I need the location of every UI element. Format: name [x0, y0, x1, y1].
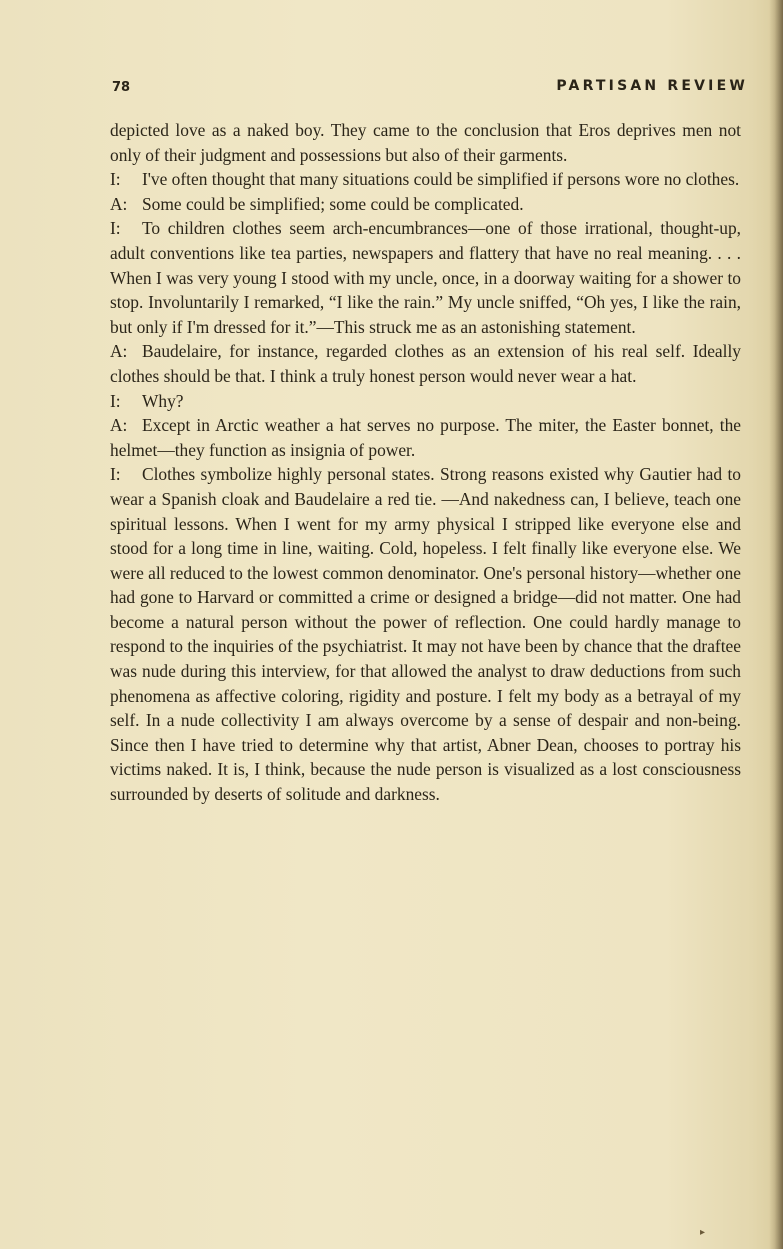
page-edge-shadow — [769, 0, 783, 1249]
paragraph-text: depicted love as a naked boy. They came to the conclusion that Eros deprives men not only of their judgment and possessions but also of their garments. — [110, 120, 741, 165]
paragraph — [110, 192, 741, 217]
paragraph-text: To children clothes seem arch-encumbrances—one of those irrational, thought-up, adult conventions like tea parties, newspapers and flattery that have no real meaning. . . . When I was very young I stood with my uncle, once, in a doorway waiting for a shower to stop. Involuntarily I remarked, “I like the rain.” My uncle sniffed, “Oh yes, I like the rain, but only if I'm dressed for it.”—This struck me as an astonishing statement. — [110, 218, 741, 337]
paragraph — [110, 462, 741, 806]
paragraph-text: Clothes symbolize highly personal states. Strong reasons existed why Gautier had to wear a Spanish cloak and Baudelaire a red tie. —And nakedness can, I believe, teach one spiritual lessons. When I went for my army physical I stripped like everyone else and stood for a long time in line, waiting. Cold, hopeless. I felt finally like everyone else. We were all reduced to the lowest common denominator. One's personal history—whether one had gone to Harvard or committed a crime or designed a bridge—did not matter. One had become a natural person without the power of reflection. One could hardly manage to respond to the inquiries of the psychiatrist. It may not have been by chance that the draftee was nude during this interview, for that allowed the analyst to draw deductions from such phenomena as affective coloring, rigidity and posture. I felt my body as a betrayal of my self. In a nude collectivity I am always overcome by a sense of despair and non-being. Since then I have tried to determine why that artist, Abner Dean, chooses to portray his victims naked. It is, I think, because the nude person is visualized as a lost consciousness surrounded by deserts of solitude and darkness. — [110, 464, 741, 805]
paragraph-text: I've often thought that many situations could be simplified if persons wore no clothes. — [142, 169, 740, 190]
paragraph-text: Some could be simplified; some could be complicated. — [142, 193, 524, 214]
page-number: 78 — [112, 80, 131, 95]
speaker-label: I: — [110, 218, 121, 239]
speaker-label: I: — [110, 390, 121, 411]
paragraph — [110, 339, 741, 388]
paragraph — [110, 413, 741, 462]
paragraph — [110, 389, 741, 414]
footer-mark: ▸ — [700, 1227, 706, 1238]
paragraph — [110, 118, 741, 167]
speaker-label: A: — [110, 341, 128, 362]
speaker-label: I: — [110, 169, 121, 190]
paragraph — [110, 216, 741, 339]
body-text — [110, 118, 741, 807]
speaker-label: A: — [110, 415, 128, 436]
paragraph — [110, 167, 741, 192]
paragraph-text: Except in Arctic weather a hat serves no purpose. The miter, the Easter bonnet, the helmet—they function as insignia of power. — [110, 415, 741, 460]
speaker-label: I: — [110, 464, 121, 485]
running-head: PARTISAN REVIEW — [556, 78, 748, 94]
paragraph-text: Baudelaire, for instance, regarded clothes as an extension of his real self. Ideally clothes should be that. I think a truly honest person would never wear a hat. — [110, 341, 741, 386]
speaker-label: A: — [110, 193, 128, 214]
paragraph-text: Why? — [142, 390, 184, 411]
page-header — [112, 78, 748, 102]
